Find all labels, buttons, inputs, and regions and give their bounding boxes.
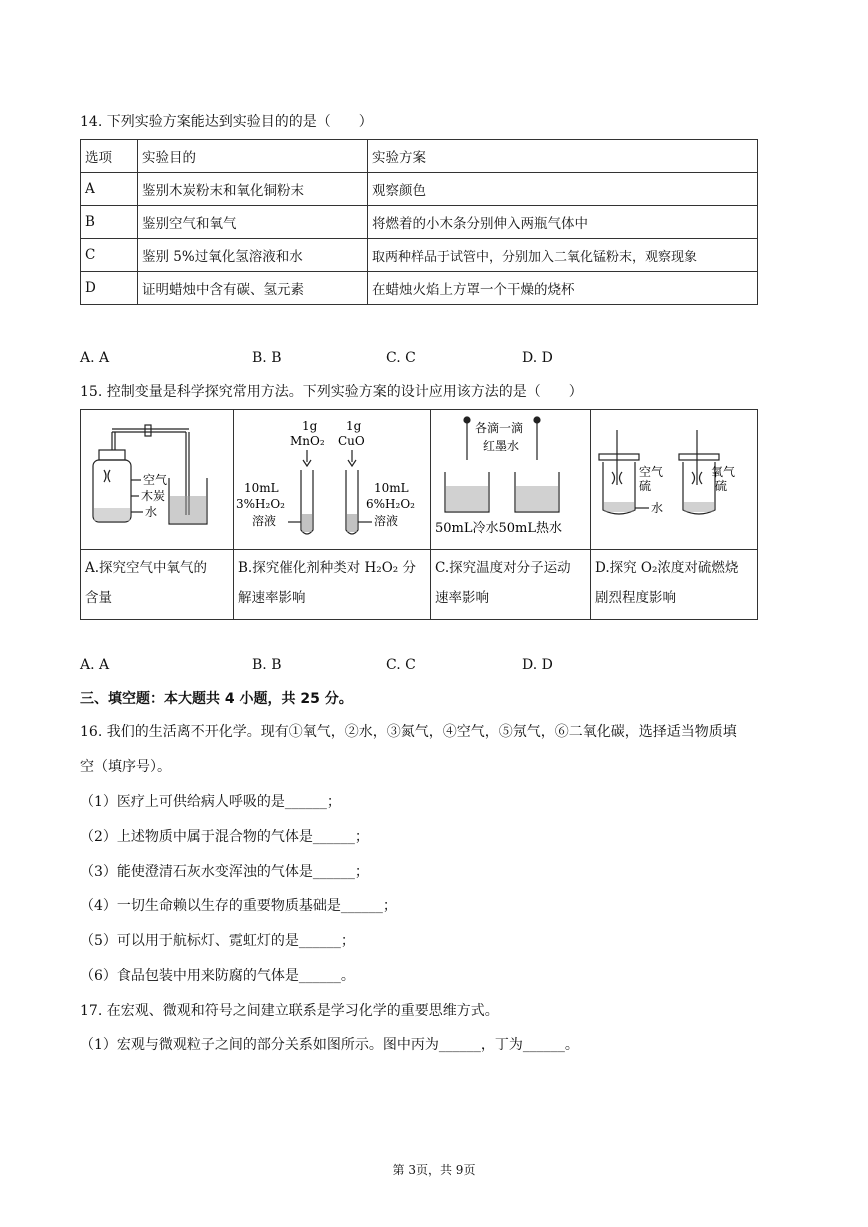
caption-row [81,550,758,620]
figure-b-apparatus [234,410,430,545]
table-cell: 证明蜡烛中含有碳、氢元素 [138,272,368,305]
sulfur-label-right: 硫 [715,479,728,493]
q16-stem-line-1: 16. 我们的生活离不开化学。现有①氧气，②水，③氮气，④空气，⑤氖气，⑥二氧化碳，选择适当物质填 [80,724,737,740]
figure-d-cell [591,410,758,550]
drop-label-2: 红墨水 [483,439,520,453]
caption-b: B.探究催化剂种类对 H₂O₂ 分 解速率影响 [234,550,431,620]
option-b[interactable]: B. B [252,657,282,673]
q16-item-4: （4）一切生命赖以生存的重要物质基础是______； [80,898,397,914]
oxygen-label: 氧气 [711,465,736,479]
table-cell: 将燃着的小木条分别伸入两瓶气体中 [368,206,758,239]
q14-stem: 14. 下列实验方案能达到实验目的的是（ ） [80,114,373,130]
option-c[interactable]: C. C [386,657,416,673]
option-d[interactable]: D. D [522,350,553,366]
table-cell: 取两种样品于试管中，分别加入二氧化锰粉末，观察现象 [368,239,758,272]
left-volume-label: 10mL [244,481,279,495]
left-mass-label: 1g [302,419,318,433]
section-heading: 三、填空题：本大题共 4 小题，共 25 分。 [80,691,353,707]
left-concentration-label: 3%H₂O₂ [236,497,285,511]
option-a[interactable]: A. A [80,350,110,366]
right-mass-label: 1g [346,419,362,433]
table-cell: 鉴别空气和氧气 [138,206,368,239]
option-d[interactable]: D. D [522,657,553,673]
water-temp-label: 50mL冷水50mL热水 [435,521,563,536]
table-cell: 鉴别木炭粉末和氧化铜粉末 [138,173,368,206]
figure-b-cell [234,410,431,550]
right-solution-label: 溶液 [374,514,399,528]
table-cell: C [81,239,138,272]
table-row [81,206,758,239]
option-c[interactable]: C. C [386,350,416,366]
caption-a: A.探究空气中氧气的 含量 [81,550,234,620]
q17-stem: 17. 在宏观、微观和符号之间建立联系是学习化学的重要思维方式。 [80,1003,499,1019]
table-header-cell: 实验目的 [138,140,368,173]
table-cell: D [81,272,138,305]
caption-c: C.探究温度对分子运动 速率影响 [431,550,591,620]
sulfur-label-left: 硫 [639,479,652,493]
option-b[interactable]: B. B [252,350,282,366]
water-label: 水 [651,501,664,515]
q15-table [80,409,758,620]
figure-row [81,410,758,550]
option-a[interactable]: A. A [80,657,110,673]
table-cell: 观察颜色 [368,173,758,206]
right-concentration-label: 6%H₂O₂ [366,497,415,511]
air-label: 空气 [143,473,168,487]
air-label: 空气 [639,465,664,479]
table-row [81,239,758,272]
figure-a-cell [81,410,234,550]
charcoal-label: 木炭 [141,489,166,503]
q16-item-3: （3）能使澄清石灰水变浑浊的气体是______； [80,864,369,880]
drop-label-1: 各滴一滴 [475,421,524,435]
q14-table [80,139,758,305]
left-solution-label: 溶液 [252,514,277,528]
left-catalyst-label: MnO₂ [290,434,325,448]
figure-d-apparatus [591,410,756,545]
q16-stem-line-2: 空（填序号）。 [80,759,171,775]
table-header-row [81,140,758,173]
table-header-cell: 选项 [81,140,138,173]
table-cell: 鉴别 5%过氧化氢溶液和水 [138,239,368,272]
figure-a-apparatus [81,410,233,545]
caption-d: D.探究 O₂浓度对硫燃烧 剧烈程度影响 [591,550,758,620]
q17-item-1: （1）宏观与微观粒子之间的部分关系如图所示。图中丙为______，丁为______。 [80,1037,579,1053]
right-catalyst-label: CuO [338,434,365,448]
q16-item-5: （5）可以用于航标灯、霓虹灯的是______； [80,933,355,949]
right-volume-label: 10mL [374,481,409,495]
table-cell: B [81,206,138,239]
page-number: 第 3页，共 9页 [392,1163,476,1177]
table-cell: A [81,173,138,206]
table-row [81,272,758,305]
q16-item-2: （2）上述物质中属于混合物的气体是______； [80,829,369,845]
table-header-cell: 实验方案 [368,140,758,173]
table-row [81,173,758,206]
q16-item-6: （6）食品包装中用来防腐的气体是______。 [80,968,355,984]
water-label: 水 [145,505,158,519]
table-cell: 在蜡烛火焰上方罩一个干燥的烧杯 [368,272,758,305]
figure-c-cell [431,410,591,550]
q15-stem: 15. 控制变量是科学探究常用方法。下列实验方案的设计应用该方法的是（ ） [80,384,583,400]
figure-c-apparatus [431,410,590,545]
q16-item-1: （1）医疗上可供给病人呼吸的是______； [80,794,341,810]
